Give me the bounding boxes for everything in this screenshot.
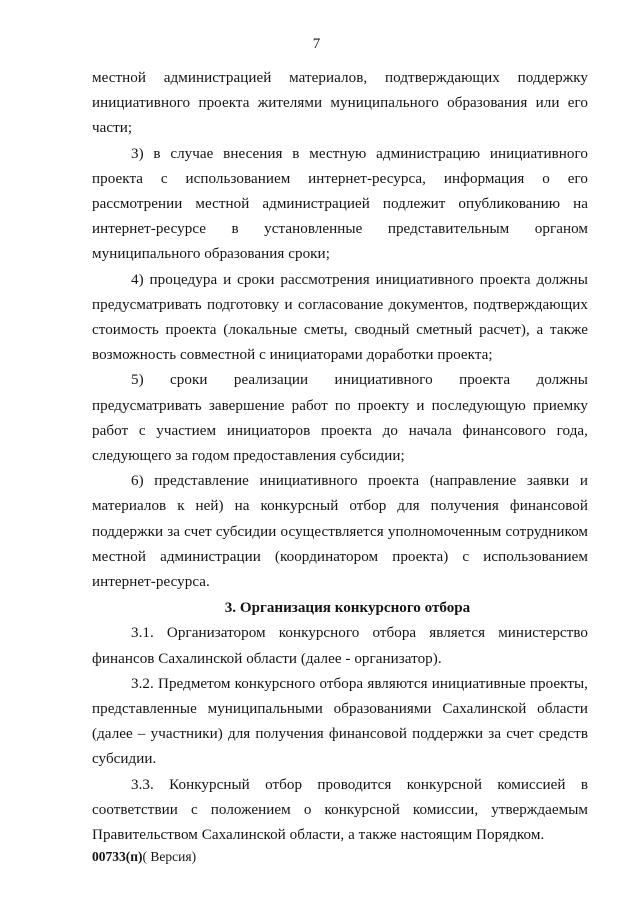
page-number: 7 [312, 36, 321, 52]
document-code: 00733(п) [92, 849, 143, 864]
paragraph-item-4: 4) процедура и сроки рассмотрения инициативного проекта должны предусматривать подготовку и согласование документов, подтверждающих стоимость проекта (локальные сметы, сводный сметный расчет), а также возможность совместной с инициаторами доработки проекта; [92, 271, 588, 364]
paragraph-item-3: 3) в случае внесения в местную администрацию инициативного проекта с использованием интернет-ресурса, информация о его рассмотрении местной администрацией подлежит опубликованию на интернет-ресурсе в установленные представительным органом муниципального образования сроки; [92, 145, 588, 263]
section-heading: 3. Организация конкурсного отбора [224, 600, 471, 617]
paragraph-3-2: 3.2. Предметом конкурсного отбора являются инициативные проекты, представленные муниципальными образованиями Сахалинской области (далее – участники) для получения финансовой поддержки за счет средств субсидии. [92, 675, 588, 768]
paragraph-item-5: 5) сроки реализации инициативного проекта должны предусматривать завершение работ по проекту и последующую приемку работ с участием инициаторов проекта до начала финансового года, следующего за годом предоставления субсидии; [92, 372, 588, 465]
paragraph-3-1: 3.1. Организатором конкурсного отбора является министерство финансов Сахалинской области (далее - организатор). [92, 625, 588, 667]
document-footer [92, 848, 196, 866]
paragraph-item-6: 6) представление инициативного проекта (направление заявки и материалов к ней) на конкурсный отбор для получения финансовой поддержки за счет субсидии осуществляется уполномоченным сотрудником местной администрации (координатором проекта) с использованием интернет-ресурса. [92, 473, 588, 591]
paragraph-continuation: местной администрацией материалов, подтверждающих поддержку инициативного проекта жителями муниципального образования или его части; [92, 70, 588, 137]
document-version: ( Версия) [142, 849, 197, 864]
document-body [92, 66, 588, 848]
paragraph-3-3: 3.3. Конкурсный отбор проводится конкурсной комиссией в соответствии с положением о конкурсной комиссии, утверждаемым Правительством Сахалинской области, а также настоящим Порядком. [92, 776, 588, 844]
